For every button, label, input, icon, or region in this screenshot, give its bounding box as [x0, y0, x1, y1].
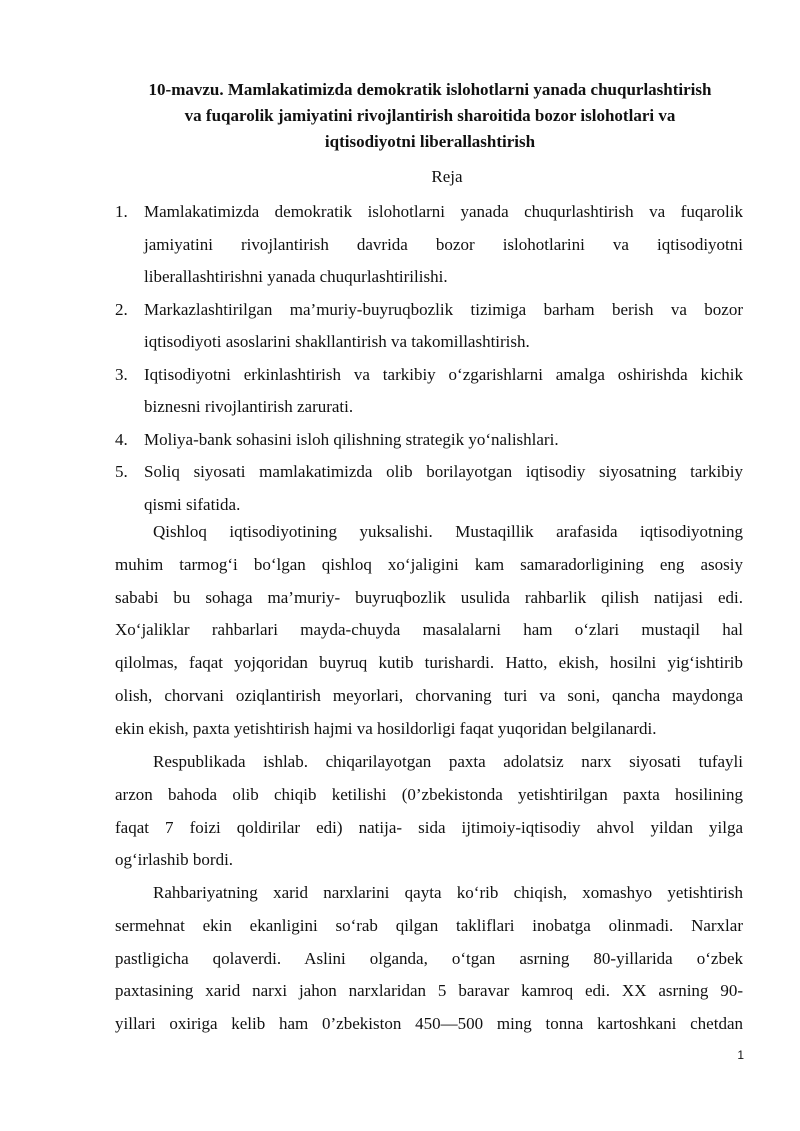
paragraph-line: ekin ekish, paxta yetishtirish hajmi va hosildorligi faqat yuqoridan belgilanardi. [115, 718, 657, 738]
plan-heading: Reja [431, 167, 463, 186]
plan-item [115, 294, 743, 359]
paragraph-line: Xo‘jaliklar rahbarlari mayda-chuyda masalalarni ham o‘zlari mustaqil hal [115, 620, 743, 640]
paragraph-line: og‘irlashib bordi. [115, 850, 234, 870]
plan-item [115, 424, 743, 457]
paragraph-line: sermehnat ekin ekanligini so‘rab qilgan takliflari inobatga olinmadi. Narxlar [115, 915, 743, 935]
paragraph-line: yillari oxiriga kelib ham 0’zbekiston 450—500 ming tonna kartoshkani chetdan [115, 1014, 743, 1034]
body-paragraph [115, 746, 743, 877]
plan-item [115, 359, 743, 424]
paragraph-line: Rahbariyatning xarid narxlarini qayta ko‘rib chiqish, xomashyo yetishtirish [153, 883, 743, 902]
plan-item-number: 3. [115, 364, 128, 384]
plan-item-line: qismi sifatida. [144, 494, 241, 514]
plan-item-line: Iqtisodiyotni erkinlashtirish va tarkibiy o‘zgarishlarni amalga oshirishda kichik [144, 364, 743, 384]
plan-item-line: Markazlashtirilgan ma’muriy-buyruqbozlik tizimiga barham berish va bozor [144, 299, 743, 319]
paragraph-line: pastligicha qolaverdi. Aslini olganda, o‘tgan asrning 80-yillarida o‘zbek [115, 948, 743, 968]
plan-item-number: 1. [115, 202, 128, 221]
plan-item-number: 5. [115, 462, 128, 481]
page-number: 1 [737, 1048, 744, 1062]
plan-item [115, 456, 743, 521]
paragraph-line: sababi bu sohaga ma’muriy- buyruqbozlik usulida rahbarlik qilish natijasi edi. [115, 587, 743, 607]
paragraph-line: faqat 7 foizi qoldirilar edi) natija- sida ijtimoiy-iqtisodiy ahvol yildan yilga [115, 817, 743, 837]
plan-item-line: Soliq siyosati mamlakatimizda olib borilayotgan iqtisodiy siyosatning tarkibiy [144, 462, 743, 481]
lesson-title [110, 77, 750, 155]
paragraph-line: olish, chorvani oziqlantirish meyorlari, chorvaning turi va soni, qancha maydonga [115, 685, 743, 705]
paragraph-line: paxtasining xarid narxi jahon narxlaridan 5 baravar kamroq edi. XX asrning 90- [115, 981, 743, 1001]
plan-item-line: jamiyatini rivojlantirish davrida bozor islohotlarini va iqtisodiyotni [144, 234, 743, 254]
plan-list [115, 196, 743, 521]
plan-item-line: liberallashtirishni yanada chuqurlashtirilishi. [144, 267, 448, 286]
plan-item-line: iqtisodiyoti asoslarini shakllantirish va takomillashtirish. [144, 332, 530, 351]
plan-item-line: Mamlakatimizda demokratik islohotlarni yanada chuqurlashtirish va fuqarolik [144, 202, 743, 221]
plan-item-number: 4. [115, 429, 128, 449]
plan-item [115, 196, 743, 294]
paragraph-line: qilolmas, faqat yojqoridan buyruq kutib turishardi. Hatto, ekish, hosilni yig‘ishtirib [115, 653, 743, 673]
paragraph-line: muhim tarmog‘i bo‘lgan qishloq xo‘jaligini kam samaradorligining eng asosiy [115, 554, 743, 574]
body-paragraph [115, 877, 743, 1041]
body-paragraph [115, 516, 743, 746]
paragraph-line: arzon bahoda olib chiqib ketilishi (0’zbekistonda yetishtirilgan paxta hosilining [115, 784, 743, 804]
title-line: 10-mavzu. Mamlakatimizda demokratik islohotlarni yanada chuqurlashtirish [148, 80, 712, 99]
title-line: va fuqarolik jamiyatini rivojlantirish sharoitida bozor islohotlari va [184, 106, 676, 125]
plan-item-line: Moliya-bank sohasini isloh qilishning strategik yo‘nalishlari. [144, 429, 559, 449]
plan-item-number: 2. [115, 299, 128, 319]
title-line: iqtisodiyotni liberallashtirish [324, 132, 536, 151]
paragraph-line: Qishloq iqtisodiyotining yuksalishi. Mustaqillik arafasida iqtisodiyotning [153, 522, 743, 541]
plan-item-line: biznesni rivojlantirish zarurati. [144, 397, 354, 416]
paragraph-line: Respublikada ishlab. chiqarilayotgan paxta adolatsiz narx siyosati tufayli [153, 752, 743, 771]
